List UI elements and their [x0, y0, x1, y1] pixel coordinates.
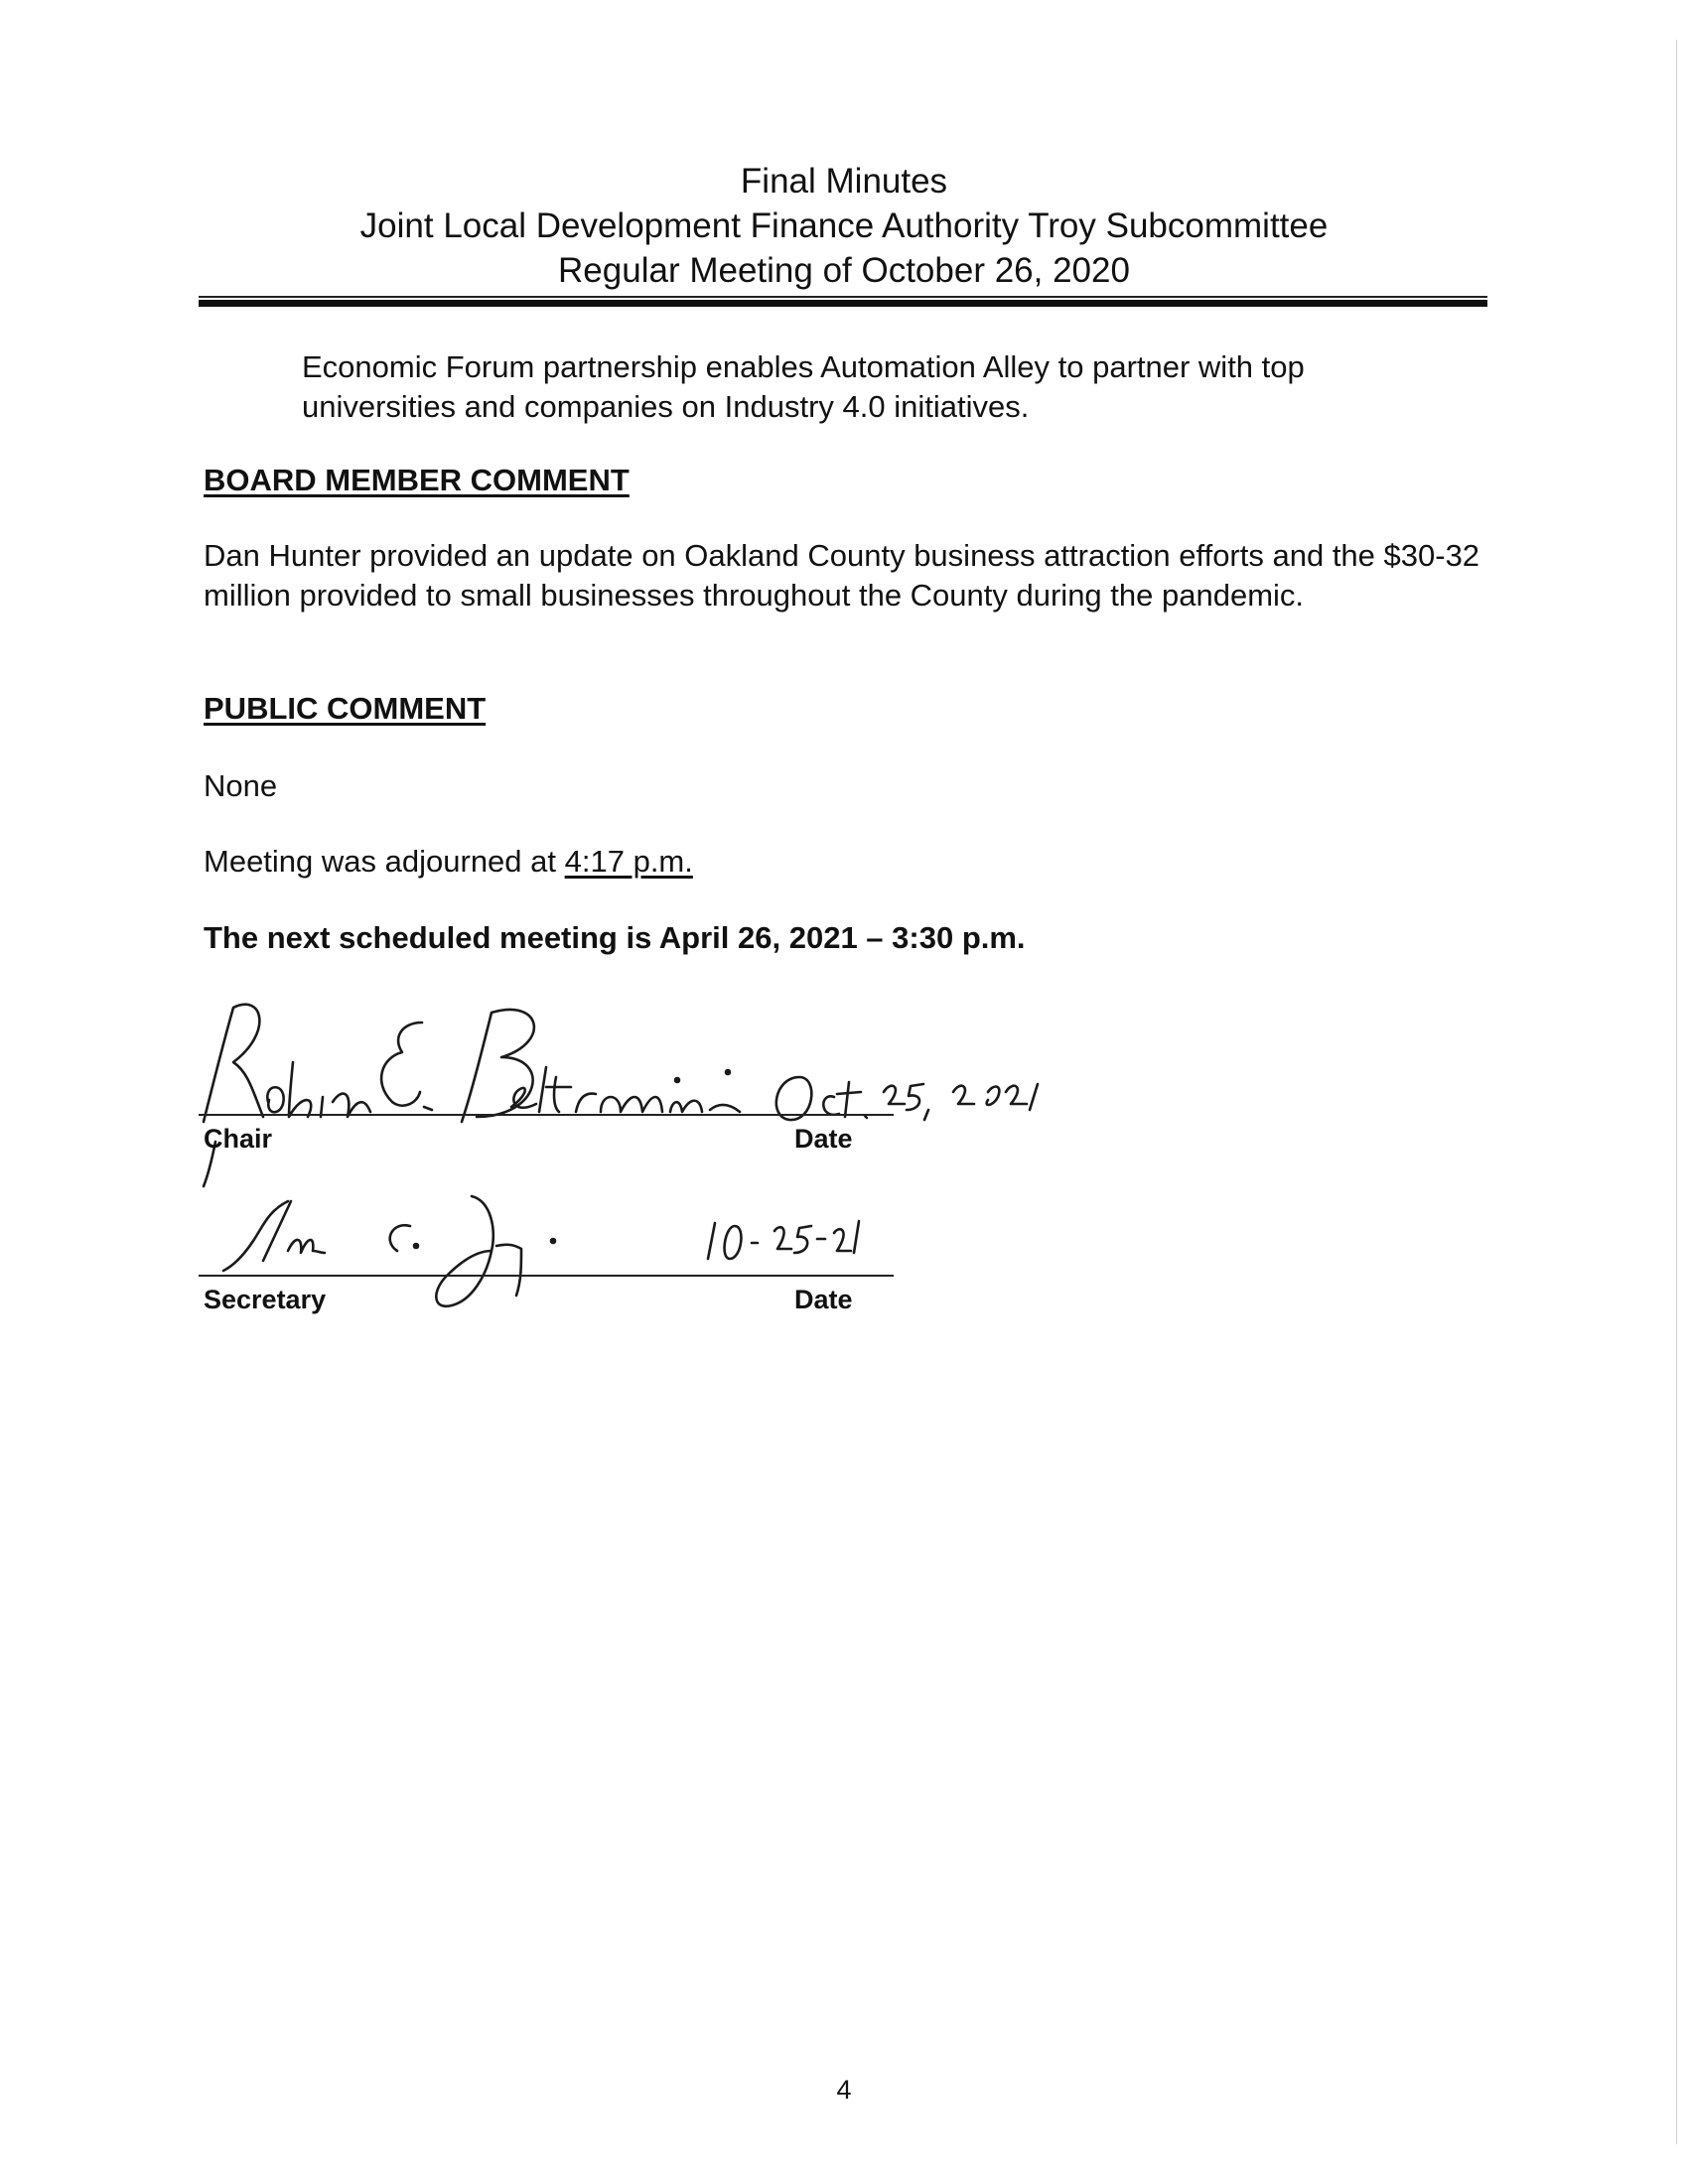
- chair-signature: [194, 993, 1107, 1191]
- header-rule-thin: [199, 296, 1487, 298]
- header-organization: Joint Local Development Finance Authority Troy Subcommittee: [359, 206, 1329, 245]
- adjournment-line: [204, 842, 1484, 882]
- chair-label: Chair: [204, 1124, 273, 1154]
- header-title: Final Minutes: [740, 162, 948, 201]
- board-member-comment-text: Dan Hunter provided an update on Oakland County business attraction efforts and the $30-32 million provided to small businesses throughout the County during the pandemic.: [204, 538, 1480, 613]
- page-number: 4: [836, 2075, 852, 2105]
- secretary-label: Secretary: [204, 1285, 327, 1314]
- header-rule-thick: [199, 300, 1487, 307]
- chair-signature-line: [199, 1114, 894, 1116]
- secretary-signature-line: [199, 1275, 894, 1277]
- page-edge-line: [1676, 40, 1677, 2144]
- public-comment-text: None: [204, 768, 278, 803]
- adjournment-time: 4:17 p.m.: [564, 844, 693, 879]
- intro-paragraph: Economic Forum partnership enables Automation Alley to partner with top universities and companies on Industry 4.0 initiatives.: [302, 349, 1305, 424]
- board-member-comment-heading: BOARD MEMBER COMMENT: [204, 463, 630, 497]
- adjournment-prefix: Meeting was adjourned at: [204, 844, 565, 879]
- chair-date-label: Date: [794, 1124, 853, 1154]
- public-comment-heading: PUBLIC COMMENT: [204, 691, 487, 726]
- header-meeting-date: Regular Meeting of October 26, 2020: [558, 251, 1130, 290]
- secretary-date-label: Date: [794, 1285, 853, 1314]
- document-header: [199, 159, 1489, 293]
- next-meeting-notice: The next scheduled meeting is April 26, 2021 – 3:30 p.m.: [204, 920, 1026, 955]
